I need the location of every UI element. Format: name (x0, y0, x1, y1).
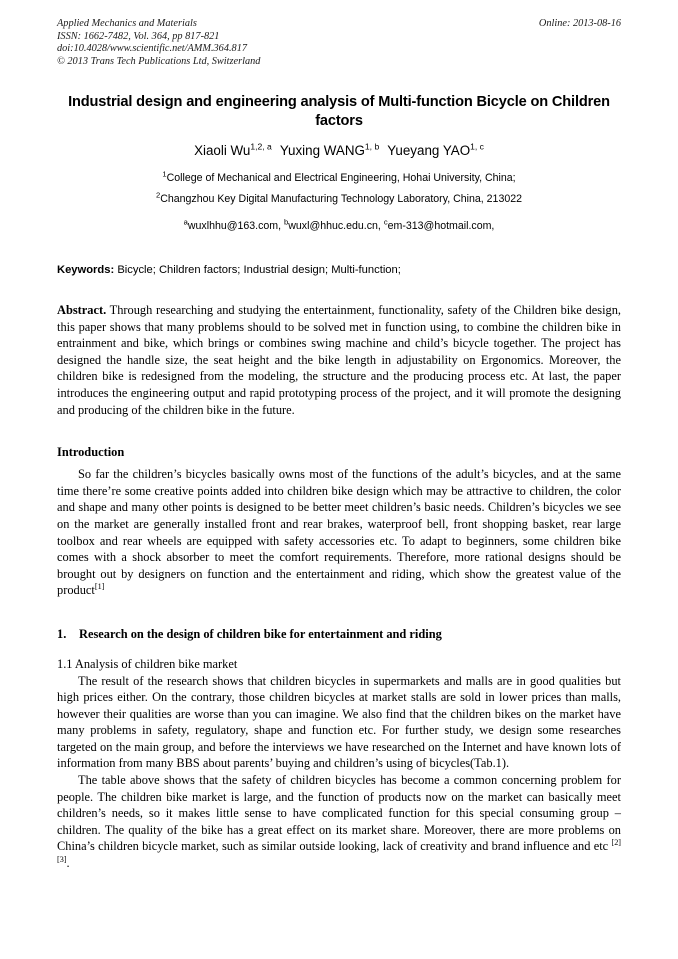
author-3-sup: 1, c (470, 141, 484, 152)
section-1-1-heading: 1.1 Analysis of children bike market (57, 656, 238, 671)
affiliation-1-marker: 1 (162, 169, 167, 179)
affiliation-2-marker: 2 (155, 190, 161, 200)
keywords-line (57, 263, 621, 278)
author-2 (280, 143, 379, 158)
author-1-name: Xiaoli Wu (194, 143, 251, 158)
journal-header-left (57, 18, 621, 68)
email-2-address[interactable]: wuxl@hhuc.edu.cn, (288, 220, 384, 232)
section-1-1-paragraph-1: The result of the research shows that children bicycles in supermarkets and malls are in good qualities but high prices either. On the contrary, those children bicycles at market stalls are sold in lower prices than malls, however their qualities are worse than you can imagine. We also find that the children bikes on the market have many problems in safety, regulatory, shape and function etc. For further study, we design some researches targeted on the main group, and before the interviews we have researched on the Internet and have known lots of information from many BBS about parents’ buying and children’s using of bicycles(Tab.1). (57, 673, 621, 771)
section-1-number: 1. (57, 626, 67, 641)
page-title: Industrial design and engineering analysis of Multi-function Bicycle on Children factors (68, 94, 610, 129)
affiliation-1-text: College of Mechanical and Electrical Engineering, Hohai University, China; (166, 172, 516, 184)
author-3-name: Yueyang YAO (387, 143, 471, 158)
introduction-paragraph-text: So far the children’s bicycles basically owns most of the functions of the adult’s bicycles, and at the same time there’re some creative points added into children bike design which may be attractive to children, the color and shape and many other points is designed to be better meet children’s basic needs. Children’s bicycles we see on the market are generally installed front and rear brakes, waterproof bell, front shopping basket, rear large toolbox and rear wheels are equipped with safety accessories etc. To adapt to beginners, some children bike comes with a shock absorber to meet the comfort requirements. Therefore, more rational designs should be brought out by designers on function and the entertainment and riding, which show the greatest value of the product (57, 467, 621, 598)
section-1-title: Research on the design of children bike for entertainment and riding (79, 626, 442, 641)
affiliation-list (57, 168, 621, 210)
affiliation-1 (57, 168, 621, 189)
abstract-label: Abstract. (57, 303, 107, 317)
section-1-1-paragraph-2 (57, 772, 621, 872)
online-date: Online: 2013-08-16 (538, 18, 621, 29)
author-1-sup: 1,2, a (250, 141, 272, 152)
email-2-marker: b (284, 217, 289, 227)
introduction-heading: Introduction (57, 445, 125, 460)
citation-ref-1[interactable]: [1] (94, 582, 105, 592)
affiliation-2-text: Changzhou Key Digital Manufacturing Technology Laboratory, China, 213022 (160, 193, 523, 205)
introduction-paragraph (57, 466, 621, 599)
author-2-name: Yuxing WANG (279, 143, 365, 158)
journal-doi: doi:10.4028/www.scientific.net/AMM.364.817 (57, 43, 247, 55)
journal-name: Applied Mechanics and Materials (57, 18, 197, 29)
journal-header (57, 18, 621, 72)
section-1-1-paragraph-2-text: The table above shows that the safety of children bicycles has become a common concerning problem for people. The children bike market is large, and the function of products now on the market can basically meet children’s needs, so it makes little sense to have complicated function for this special consuming group – children. The quality of the bike has a great effect on its market share. Moreover, there are more problems on China’s children bicycle market, such as similar outside looking, lack of creativity and brand influence and etc (57, 773, 621, 854)
author-3 (387, 143, 484, 158)
citation-ref-2-3[interactable]: [2][3] (57, 838, 621, 864)
author-1 (194, 143, 272, 158)
email-3-marker: c (383, 217, 388, 227)
section-1-1-paragraph-2-tail: . (66, 856, 70, 871)
email-1-marker: a (183, 217, 188, 227)
email-1-address[interactable]: wuxlhhu@163.com, (187, 220, 285, 232)
author-2-sup: 1, b (364, 141, 380, 152)
author-list (57, 142, 621, 159)
journal-copyright: © 2013 Trans Tech Publications Ltd, Switzerland (57, 55, 261, 67)
email-list (57, 216, 621, 237)
keywords-label: Keywords: (57, 264, 115, 276)
email-3-address[interactable]: em-313@hotmail.com, (387, 220, 495, 232)
keywords-value: Bicycle; Children factors; Industrial design; Multi-function; (117, 264, 401, 276)
affiliation-2 (57, 189, 621, 210)
abstract-text: Through researching and studying the entertainment, functionality, safety of the Children bike design, this paper shows that many problems should to be solved met in function using, to combine the children bike in entrainment and bike, which brings or combines swing machine and child’s bicycle together. The project has designed the handle size, the seat height and the bike length in adjustability on Ergonomics. Moreover, the children bike is redesigned from the modeling, the structure and the producing process etc. At last, the paper introduces the engineering output and rapid prototyping process of the project, and it will promote the designing and producing of the children bike in the future. (57, 303, 621, 417)
journal-issn: ISSN: 1662-7482, Vol. 364, pp 817-821 (57, 30, 220, 42)
section-1-heading (57, 626, 621, 642)
abstract-block (57, 302, 621, 418)
